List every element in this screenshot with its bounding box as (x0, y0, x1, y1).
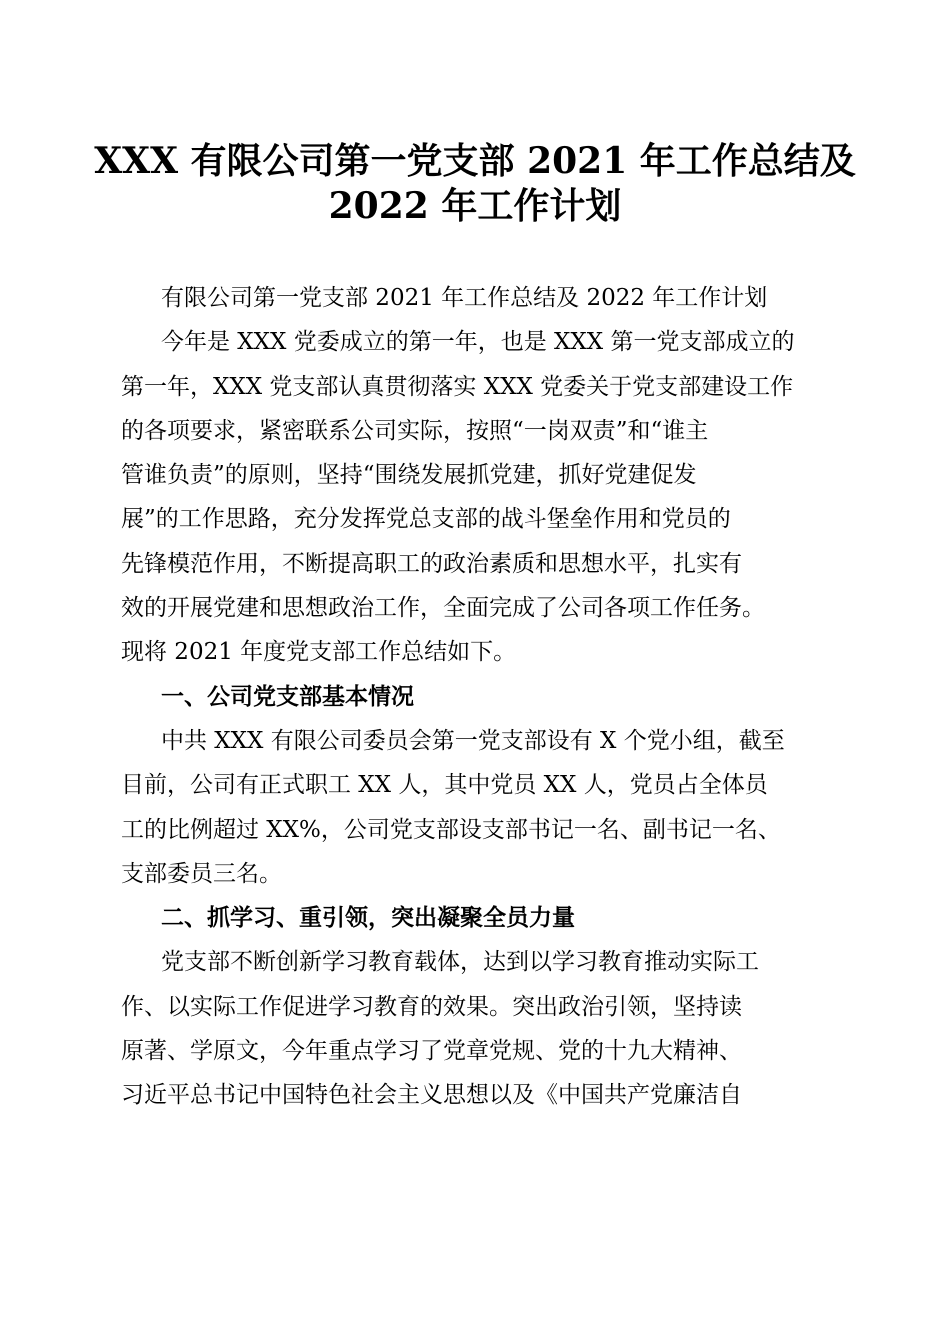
body-text-line: 现将 2021 年度党支部工作总结如下。 (121, 639, 517, 666)
body-text-line: 展”的工作思路，充分发挥党总支部的战斗堡垒作用和党员的 (121, 506, 731, 533)
body-text-line: 第一年，XXX 党支部认真贯彻落实 XXX 党委关于党支部建设工作 (121, 373, 794, 400)
body-text-line: 目前，公司有正式职工 XX 人，其中党员 XX 人，党员占全体员 (121, 772, 768, 799)
body-text-line: 支部委员三名。 (121, 860, 282, 887)
body-text-line: 效的开展党建和思想政治工作，全面完成了公司各项工作任务。 (121, 595, 765, 622)
body-text-line: 管谁负责”的原则，坚持“围绕发展抓党建，抓好党建促发 (121, 462, 697, 489)
body-text-line: 工的比例超过 XX%，公司党支部设支部书记一名、副书记一名、 (121, 816, 781, 843)
body-text-line: 原著、学原文，今年重点学习了党章党规、党的十九大精神、 (121, 1038, 742, 1065)
body-text-line: 的各项要求，紧密联系公司实际，按照“一岗双责”和“谁主 (121, 417, 709, 444)
body-text-line: 先锋模范作用，不断提高职工的政治素质和思想水平，扎实有 (121, 550, 742, 577)
body-text-line: 习近平总书记中国特色社会主义思想以及《中国共产党廉洁自 (121, 1082, 742, 1109)
section-heading: 一、公司党支部基本情况 (161, 683, 414, 710)
section-heading: 二、抓学习、重引领，突出凝聚全员力量 (161, 905, 575, 932)
document-title-line-1: XXX 有限公司第一党支部 2021 年工作总结及 (94, 140, 856, 182)
body-text-line: 今年是 XXX 党委成立的第一年，也是 XXX 第一党支部成立的 (161, 329, 795, 356)
body-text-line: 党支部不断创新学习教育载体，达到以学习教育推动实际工 (161, 949, 759, 976)
body-text-line: 作、以实际工作促进学习教育的效果。突出政治引领，坚持读 (121, 993, 742, 1020)
body-text-line: 中共 XXX 有限公司委员会第一党支部设有 X 个党小组，截至 (161, 727, 785, 754)
document-title-line-2: 2022 年工作计划 (328, 185, 622, 227)
body-text-line: 有限公司第一党支部 2021 年工作总结及 2022 年工作计划 (161, 285, 768, 311)
document-body (121, 276, 841, 1118)
